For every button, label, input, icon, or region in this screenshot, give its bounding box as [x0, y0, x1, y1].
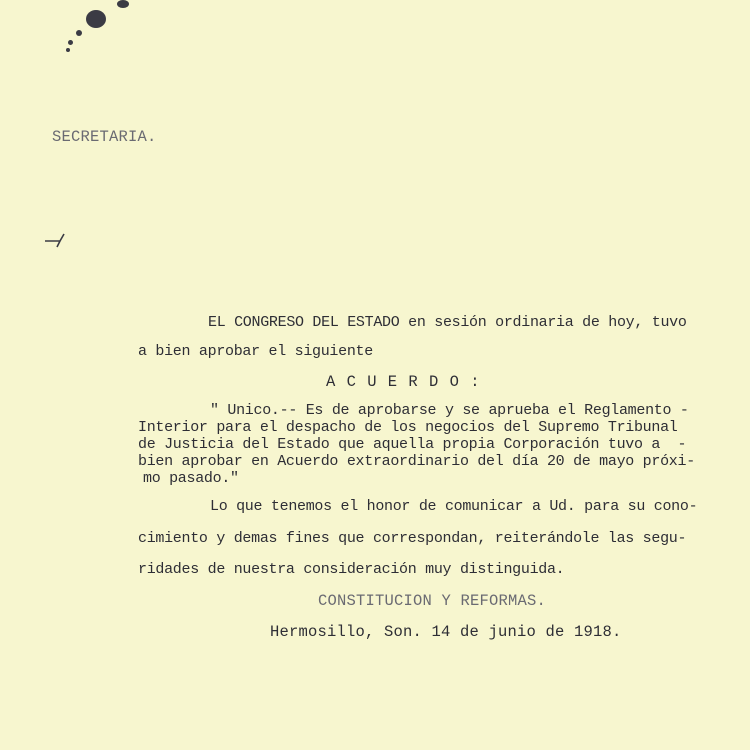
intro-line-2: a bien aprobar el siguiente	[138, 343, 373, 360]
office-heading: SECRETARIA.	[52, 128, 157, 146]
ink-stain-mark	[68, 40, 73, 45]
closing-line-1: Lo que tenemos el honor de comunicar a Ud. para su cono-	[210, 498, 698, 515]
motto: CONSTITUCION Y REFORMAS.	[318, 592, 547, 610]
ink-stain-mark	[66, 48, 70, 52]
ink-stain-mark	[117, 0, 129, 8]
ink-stain-mark	[86, 10, 106, 28]
closing-line-3: ridades de nuestra consideración muy distinguida.	[138, 561, 565, 578]
agreement-heading: A C U E R D O :	[326, 373, 481, 391]
resolution-line-5: mo pasado."	[143, 470, 239, 487]
ink-stain-mark	[76, 30, 82, 36]
resolution-line-3: de Justicia del Estado que aquella propia Corporación tuvo a -	[138, 436, 687, 453]
closing-line-2: cimiento y demas fines que correspondan, reiterándole las segu-	[138, 530, 687, 547]
place-and-date: Hermosillo, Son. 14 de junio de 1918.	[270, 623, 622, 641]
resolution-line-1: " Unico.-- Es de aprobarse y se aprueba el Reglamento -	[210, 402, 689, 419]
intro-line-1: EL CONGRESO DEL ESTADO en sesión ordinaria de hoy, tuvo	[208, 314, 687, 331]
margin-mark-icon	[44, 232, 66, 248]
resolution-line-2: Interior para el despacho de los negocios del Supremo Tribunal	[138, 419, 678, 436]
resolution-line-4: bien aprobar en Acuerdo extraordinario del día 20 de mayo próxi-	[138, 453, 695, 470]
